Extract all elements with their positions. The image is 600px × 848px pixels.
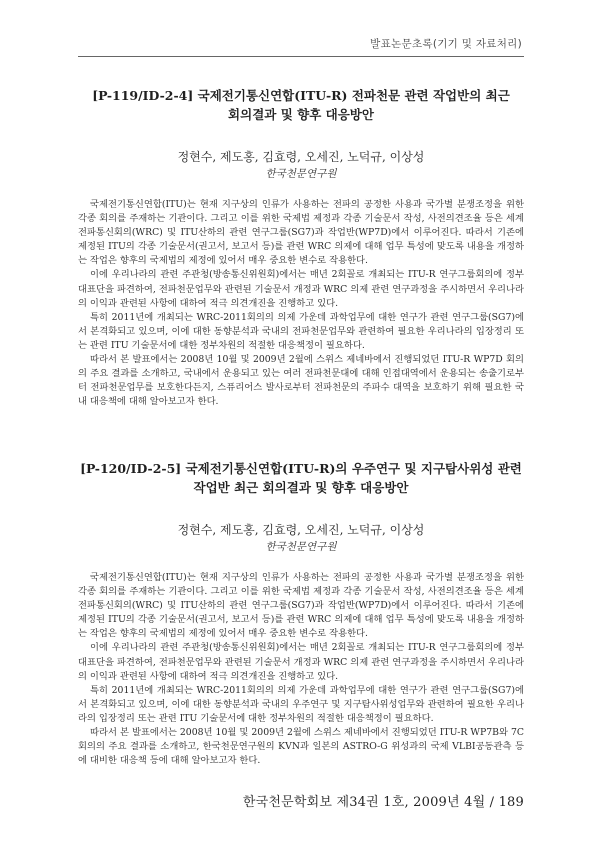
- abstract-paragraph: 따라서 본 발표에서는 2008년 10월 및 2009년 2월에 스위스 제네바에서 진행되었던 ITU-R WP7B와 7C 회의의 주요 결과를 소개하고, 한국천문연구원의 KVN과 일본의 ASTRO-G 위성과의 국제 VLBI공동관측 등에 대비한 대응책 등에 대해 알아보고자 한다.: [78, 727, 524, 767]
- abstract-title-line-2: 회의결과 및 향후 대응방안: [228, 107, 374, 122]
- page-footer-citation: 한국천문학회보 제34권 1호, 2009년 4월 / 189: [242, 795, 524, 810]
- abstract-authors: 정현수, 제도홍, 김효령, 오세진, 노덕규, 이상성: [177, 523, 425, 537]
- abstract-paragraph: 따라서 본 발표에서는 2008년 10월 및 2009년 2월에 스위스 제네바에서 진행되었던 ITU-R WP7D 회의의 주요 결과를 소개하고, 국내에서 운용되고 있는 여러 전파천문대에 대해 인접대역에서 운용되는 송출기로부터 전파천문업무를 보호한다든지, 스퓨리어스 발사로부터 전파천문의 주파수 대역을 보호하기 위해 필요한 국내 대응책에 대해 알아보고자 한다.: [78, 354, 524, 408]
- abstract-paragraph: 국제전기통신연합(ITU)는 현재 지구상의 인류가 사용하는 전파의 공정한 사용과 국가별 분쟁조정을 위한 각종 회의를 주재하는 기관이다. 그리고 이를 위한 국제법 제정과 각종 기술문서 작성, 사전의견조율 등은 세계전파통신회의(WRC) 및 ITU산하의 관련 연구그룹(SG7)과 작업반(WP7D)에서 이루어진다. 따라서 기존에 제정된 ITU의 각종 기술문서(권고서, 보고서 등)를 관련 WRC 의제에 대해 업무 특성에 맞도록 내용을 개정하는 작업은 향후의 국제법의 제정에 있어서 매우 중요한 변수로 작용한다.: [78, 199, 524, 267]
- abstract-paragraph: 특히 2011년에 개최되는 WRC-2011회의의 의제 가운데 과학업무에 대한 연구가 관련 연구그룹(SG7)에서 본격화되고 있으며, 이에 대한 동향분석과 국내의 전파천문업무와 관련하여 필요한 우리나라의 입장정리 또는 관련 ITU 기술문서에 대한 정부차원의 적절한 대응책정이 필요하다.: [78, 311, 524, 351]
- abstract-p120: [78, 459, 524, 768]
- abstract-title-line-1: [P-120/ID-2-5] 국제전기통신연합(ITU-R)의 우주연구 및 지구탐사위성 관련: [80, 461, 522, 476]
- abstract-p119: [78, 86, 524, 409]
- abstract-paragraph: 이에 우리나라의 관련 주관청(방송통신위원회)에서는 매년 2회꼴로 개최되는 ITU-R 연구그룹회의에 정부 대표단을 파견하여, 전파천문업무와 관련된 기술문서 개정과 WRC 의제 관련 연구과정을 주시하면서 우리나라의 이익과 관련된 사항에 대하여 적극 의견개진을 진행하고 있다.: [78, 269, 524, 309]
- abstract-title: [78, 86, 524, 124]
- abstract-title: [78, 459, 524, 497]
- abstract-affiliation: 한국천문연구원: [265, 541, 337, 553]
- header-rule: [78, 56, 524, 57]
- abstract-authors: 정현수, 제도홍, 김효령, 오세진, 노덕규, 이상성: [177, 150, 425, 164]
- abstract-body: [78, 571, 524, 768]
- abstract-paragraph: 이에 우리나라의 관련 주관청(방송통신위원회)에서는 매년 2회꼴로 개최되는 ITU-R 연구그룹회의에 정부 대표단을 파견하여, 전파천문업무와 관련된 기술문서 개정과 WRC 의제 관련 연구과정을 주시하면서 우리나라의 이익과 관련된 사항에 대하여 적극 의견개진을 진행하고 있다.: [78, 642, 524, 682]
- abstract-body: [78, 198, 524, 409]
- abstract-paragraph: 특히 2011년에 개최되는 WRC-2011회의의 의제 가운데 과학업무에 대한 연구가 관련 연구그룹(SG7)에서 본격화되고 있으며, 이에 대한 동향분석과 국내의 우주연구 및 지구탐사위성업무와 관련하여 필요한 우리나라의 입장정리 또는 관련 ITU 기술문서에 대한 정부차원의 적절한 대응책정이 필요하다.: [78, 684, 524, 724]
- abstract-title-line-2: 작업반 최근 회의결과 및 향후 대응방안: [193, 480, 409, 495]
- abstract-paragraph: 국제전기통신연합(ITU)는 현재 지구상의 인류가 사용하는 전파의 공정한 사용과 국가별 분쟁조정을 위한 각종 회의를 주재하는 기관이다. 그리고 이를 위한 국제법 제정과 각종 기술문서 작성, 사전의견조율 등은 세계전파통신회의(WRC) 및 ITU산하의 관련 연구그룹(SG7)과 작업반(WP7D)에서 이루어진다. 따라서 기존에 제정된 ITU의 각종 기술문서(권고서, 보고서 등)를 관련 WRC 의제에 대해 업무 특성에 맞도록 내용을 개정하는 작업은 향후의 국제법의 제정에 있어서 매우 중요한 변수로 작용한다.: [78, 572, 524, 640]
- abstract-title-line-1: [P-119/ID-2-4] 국제전기통신연합(ITU-R) 전파천문 관련 작업반의 최근: [92, 88, 510, 103]
- running-header: 발표논문초록(기기 및 자료처리): [370, 38, 522, 50]
- abstract-affiliation: 한국천문연구원: [265, 168, 337, 180]
